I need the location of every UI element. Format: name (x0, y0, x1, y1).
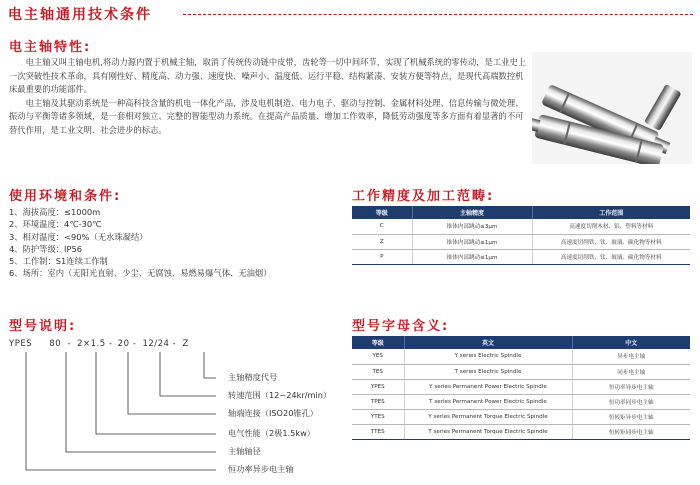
table-cell: 锥体内部跳动≤1μm (412, 249, 532, 264)
precision-heading: 工作精度及加工范畴: (352, 189, 495, 204)
model-part-speed: 12/24 (142, 339, 170, 349)
table-cell: Y series Electric Spindle (404, 349, 572, 364)
table-cell: YES (352, 349, 404, 364)
model-separator: - (172, 339, 177, 349)
table-cell: 锥体内部跳动≤3μm (412, 219, 532, 234)
table-row (352, 424, 690, 439)
letters-table (352, 336, 690, 440)
table-header-row (352, 336, 690, 349)
table-cell: 高速度切削木材、铝、塑料等材料 (532, 219, 690, 234)
table-cell: 恒转矩异步电主轴 (572, 409, 690, 424)
table-cell: YPES (352, 379, 404, 394)
table-cell: Z (352, 234, 412, 249)
model-separator: - (132, 339, 137, 349)
environment-item: 5、工作制：S1连续工作制 (9, 256, 108, 267)
table-cell: 锥体内部跳动≤1μm (412, 234, 532, 249)
features-heading: 电主轴特性: (9, 40, 92, 55)
model-separator: - (108, 339, 113, 349)
environment-item: 1、海拔高度：≤1000m (9, 207, 101, 217)
page-title: 电主轴通用技术条件 (8, 7, 152, 23)
letters-heading: 型号字母含义: (352, 319, 450, 334)
environment-item: 6、场所：室内（无阳光直射、少尘、无腐蚀、易燃易爆气体、无油烟） (9, 268, 272, 279)
model-label-precision: 主轴精度代号 (228, 372, 278, 382)
table-header-cell: 等级 (352, 206, 412, 219)
table-row (352, 349, 690, 364)
table-cell: T series Permanent Torque Electric Spindle (404, 424, 572, 439)
table-cell: 高速度切削铁、钛、玻璃、碳化物等材料 (532, 249, 690, 264)
table-header-cell: 中文 (572, 336, 690, 349)
table-cell: P (352, 249, 412, 264)
table-cell: 恒功率同步电主轴 (572, 394, 690, 409)
model-part-precision: Z (182, 339, 189, 349)
model-part-electrical: 2×1.5 (77, 339, 106, 349)
environment-heading: 使用环境和条件: (9, 189, 122, 204)
table-cell: 高速度切削铁、钛、玻璃、碳化物等材料 (532, 234, 690, 249)
table-cell: 恒功率异步电主轴 (572, 379, 690, 394)
model-label-speed: 转速范围（12~24kr/min） (228, 390, 332, 400)
table-cell: 同步电主轴 (572, 364, 690, 379)
table-row (352, 364, 690, 379)
table-cell: Y series Permanent Torque Electric Spindle (404, 409, 572, 424)
table-header-cell: 主轴精度 (412, 206, 532, 219)
model-label-series: 恒功率异步电主轴 (228, 464, 294, 474)
environment-item: 3、相对温度：<90%（无水珠凝结） (9, 231, 148, 242)
table-header-cell: 工作范围 (532, 206, 690, 219)
model-part-diameter: 80 (49, 339, 62, 349)
environment-item: 4、防护等级：IP56 (9, 243, 83, 254)
model-label-electrical: 电气性能（2极1.5kw） (228, 428, 315, 438)
features-paragraph-1: 电主轴又叫主轴电机,将动力源内置于机械主轴，取消了传统传动链中皮带，齿轮等一切中间环节，实现了机械系统的零传动，是工业史上一次突破性技术革命，具有刚性好、精度高、动力强、速度快、噪声小、温度低、运行平稳、结构紧凑、安装方便等特点，是现代高端数控机床最重要的功能部件。 (9, 57, 527, 94)
model-part-taper: 20 (117, 339, 130, 349)
table-cell: 异步电主轴 (572, 349, 690, 364)
table-cell: TPES (352, 394, 404, 409)
model-label-diameter: 主轴轴径 (228, 446, 261, 456)
table-header-cell: 英文 (404, 336, 572, 349)
table-cell: Y series Permanent Power Electric Spindle (404, 379, 572, 394)
model-separator: - (67, 339, 71, 349)
table-cell: 恒转矩同步电主轴 (572, 424, 690, 439)
model-heading: 型号说明: (9, 319, 77, 334)
table-row (352, 379, 690, 394)
environment-item: 2、环境温度：4℃-30℃ (9, 219, 102, 230)
table-row (352, 409, 690, 424)
table-cell: T series Electric Spindle (404, 364, 572, 379)
model-label-taper: 轴端连接（ISO20锥孔） (228, 408, 318, 418)
table-cell: TES (352, 364, 404, 379)
table-cell: T series Permanent Power Electric Spindle (404, 394, 572, 409)
table-cell: TTES (352, 424, 404, 439)
model-part-series: YPES (9, 339, 33, 349)
table-row (352, 394, 690, 409)
features-paragraph-2: 电主轴及其驱动系统是一种高科技含量的机电一体化产品，涉及电机制造、电力电子、驱动与控制、金属材料处理、信息传输与微处理、振动与平衡等诸多领域，是一套相对独立、完整的智能型动力系统。在提高产品质量、增加工作效率，降低劳动强度等多方面有着显著的不可替代作用，是工业文明、社会进步的标志。 (9, 97, 524, 135)
table-header-cell: 等级 (352, 336, 404, 349)
table-cell: C (352, 219, 412, 234)
table-cell: YTES (352, 409, 404, 424)
